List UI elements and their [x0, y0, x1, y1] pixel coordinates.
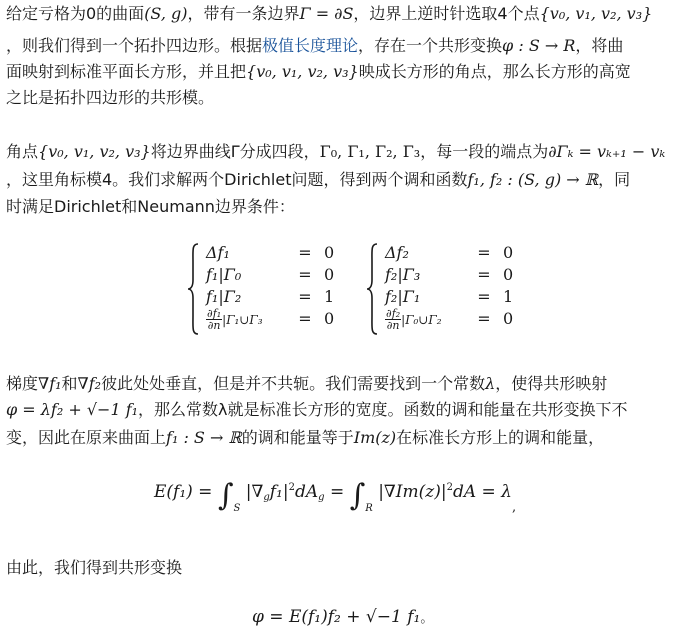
equation-row — [206, 286, 344, 308]
equation-lhs: f₁|Γ₂ — [206, 287, 242, 306]
math-segments: Γ₀, Γ₁, Γ₂, Γ₃ — [319, 142, 421, 161]
text: 时满足Dirichlet和Neumann边界条件： — [6, 197, 295, 216]
equation-op: = — [477, 265, 491, 284]
equation-op: = — [298, 309, 312, 328]
equation-op: = — [298, 287, 312, 306]
equation-lhs — [206, 308, 286, 330]
left-brace-icon — [365, 242, 379, 336]
math-term: dA = λ — [452, 482, 512, 502]
text: 彼此处处垂直，但是并不共轭。我们需要找到一个常数 — [101, 374, 486, 393]
equation-lhs: f₂|Γ₃ — [385, 265, 421, 284]
equation-system-f1 — [186, 238, 366, 342]
integral-icon: ∫ — [217, 478, 234, 513]
equals-sign: = — [329, 482, 345, 502]
math-conformal-map: φ : S → R — [502, 36, 576, 55]
superscript: 2 — [446, 482, 453, 493]
fraction-numerator: ∂f₁ — [207, 307, 222, 320]
math-imaginary-part: Im(z) — [353, 428, 397, 447]
math-points: {v₀, v₁, v₂, v₃} — [539, 4, 653, 23]
restriction: |Γ₁∪Γ₃ — [222, 313, 263, 327]
text: 角点 — [6, 142, 39, 161]
text: ，带有一条边界 — [187, 4, 300, 23]
text: ，将曲 — [575, 36, 624, 55]
text: 变，因此在原来曲面上 — [6, 428, 167, 447]
restriction: |Γ₀∪Γ₂ — [401, 313, 442, 327]
equation-row — [206, 242, 344, 264]
equation-rhs: 0 — [503, 265, 514, 284]
extremal-length-link[interactable]: 极值长度理论 — [262, 36, 359, 55]
integral-icon: ∫ — [349, 478, 366, 513]
subscript: g — [318, 492, 325, 503]
text: 的调和能量等于 — [241, 428, 354, 447]
equation-system-f2 — [365, 238, 545, 342]
math-points: {v₀, v₁, v₂, v₃} — [38, 142, 151, 161]
math-surface: (S, g) — [144, 4, 188, 23]
math-points: {v₀, v₁, v₂, v₃} — [246, 62, 359, 81]
fraction-denominator: ∂n — [207, 319, 221, 332]
math-function: f₁ : S → ℝ — [166, 428, 242, 447]
equation-row — [206, 308, 344, 330]
text: 之比是拓扑四边形的共形模。 — [6, 88, 215, 107]
energy-equation — [154, 478, 516, 515]
trailing-period: 。 — [420, 611, 434, 626]
p1-line3 — [6, 60, 684, 84]
text: ，使得共形映射 — [495, 374, 608, 393]
math-conformal-map: φ = E(f₁)f₂ + √−1 f₁ — [252, 607, 421, 627]
p3-line1 — [6, 372, 684, 396]
text: ，每一段的端点为 — [420, 142, 549, 161]
p2-line3 — [6, 195, 684, 219]
math-term: dA — [294, 482, 319, 502]
p2-line2 — [6, 168, 684, 192]
equation-rows — [206, 242, 344, 330]
p2-line1 — [6, 140, 684, 164]
equation-op: = — [477, 309, 491, 328]
equation-row — [385, 286, 523, 308]
text: ，同 — [598, 170, 631, 189]
p4-line1 — [6, 556, 684, 580]
equation-op: = — [477, 243, 491, 262]
p1-line1 — [6, 2, 684, 26]
p3-line2 — [6, 398, 684, 422]
integral-domain: S — [233, 503, 241, 514]
math-gradient: ∇f₂ — [77, 374, 102, 393]
equation-rhs: 1 — [324, 287, 335, 306]
math-gradient: ∇f₁ — [38, 374, 62, 393]
left-brace-icon — [186, 242, 200, 336]
text: 将边界曲线Γ分成四段， — [150, 142, 320, 161]
text: 映成长方形的角点，那么长方形的高宽 — [358, 62, 631, 81]
text: 梯度 — [6, 374, 39, 393]
equation-lhs: f₁|Γ₀ — [206, 265, 242, 284]
fraction-numerator: ∂f₂ — [386, 307, 401, 320]
text: 面映射到标准平面长方形，并且把 — [6, 62, 247, 81]
math-conformal-map: φ = λf₂ + √−1 f₁ — [6, 400, 139, 419]
fraction — [206, 308, 222, 331]
text: ，那么常数λ就是标准长方形的宽度。函数的调和能量在共形变换下不 — [138, 400, 628, 419]
equation-lhs: f₂|Γ₁ — [385, 287, 421, 306]
equation-lhs: E(f₁) = — [154, 482, 213, 502]
superscript: 2 — [288, 482, 295, 493]
math-term: |∇Im(z)| — [378, 482, 447, 502]
text: ，边界上逆时针选取4个点 — [353, 4, 540, 23]
equation-rows — [385, 242, 523, 330]
math-harmonic-functions: f₁, f₂ : (S, g) → ℝ — [467, 170, 599, 189]
math-endpoints: ∂Γₖ = vₖ₊₁ − vₖ — [548, 142, 666, 161]
fraction — [385, 308, 401, 331]
equation-row — [385, 242, 523, 264]
equation-lhs: Δf₁ — [206, 243, 230, 262]
equation-rhs: 0 — [503, 309, 514, 328]
math-term: f₁| — [269, 482, 289, 502]
p1-line2 — [6, 34, 684, 58]
text: 和 — [61, 374, 78, 393]
p3-line3 — [6, 426, 684, 450]
text: ，则我们得到一个拓扑四边形。根据 — [6, 36, 263, 55]
trailing-comma: , — [511, 500, 517, 515]
text: 由此，我们得到共形变换 — [6, 558, 183, 577]
final-equation — [252, 607, 433, 627]
equation-row — [385, 308, 523, 330]
text: 给定亏格为0的曲面 — [6, 4, 145, 23]
equation-op: = — [298, 265, 312, 284]
text: ，存在一个共形变换 — [358, 36, 503, 55]
equation-row — [385, 264, 523, 286]
equation-row — [206, 264, 344, 286]
equation-op: = — [298, 243, 312, 262]
equation-lhs — [385, 308, 465, 330]
subscript: g — [263, 492, 270, 503]
equation-rhs: 0 — [324, 265, 335, 284]
integral-domain: R — [365, 503, 373, 514]
equation-op: = — [477, 287, 491, 306]
equation-rhs: 0 — [324, 243, 335, 262]
equation-rhs: 0 — [324, 309, 335, 328]
fraction-denominator: ∂n — [386, 319, 400, 332]
p1-line4 — [6, 86, 684, 110]
text: ，这里角标模4。我们求解两个Dirichlet问题，得到两个调和函数 — [6, 170, 468, 189]
text: 在标准长方形上的调和能量， — [396, 428, 605, 447]
equation-rhs: 0 — [503, 243, 514, 262]
equation-lhs: Δf₂ — [385, 243, 409, 262]
math-lambda: λ — [485, 374, 496, 393]
math-boundary: Γ = ∂S — [299, 4, 354, 23]
equation-rhs: 1 — [503, 287, 514, 306]
math-term: |∇ — [245, 482, 264, 502]
